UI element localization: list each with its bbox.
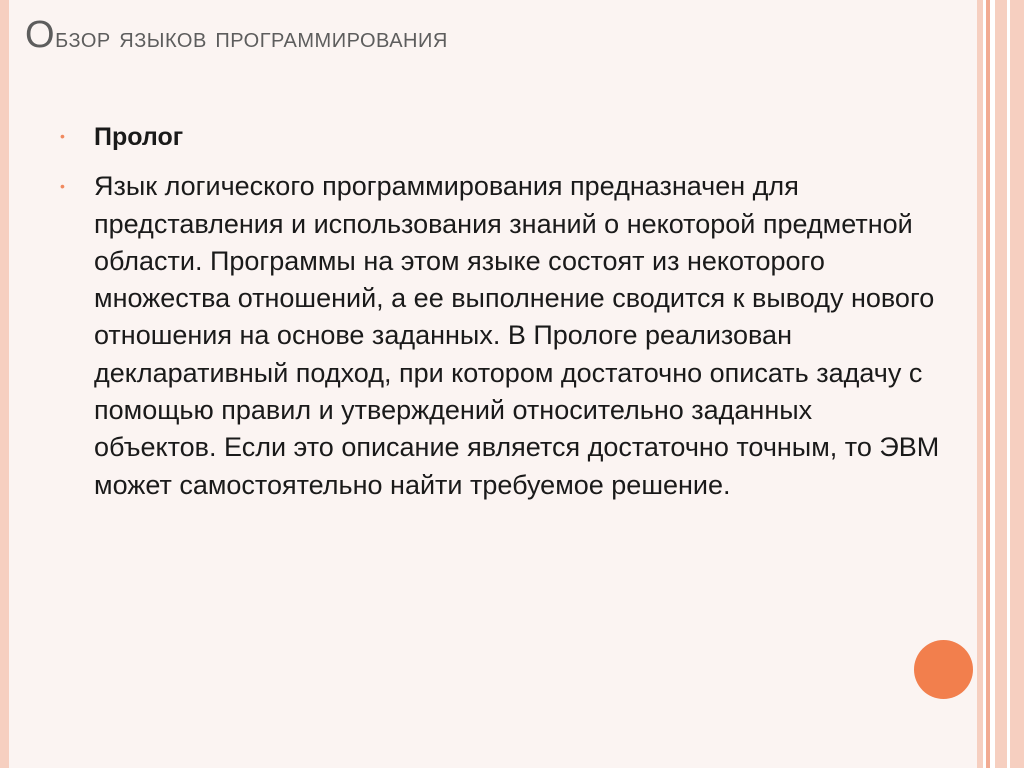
- left-border: [0, 0, 9, 768]
- bullet-list: [60, 118, 940, 516]
- bullet-item: [60, 118, 940, 156]
- slide-title: [25, 16, 448, 54]
- bullet-icon: •: [60, 178, 65, 195]
- bullet-paragraph: Язык логического программирования предназначен для представления и использования знаний о некоторой предметной области. Программы на этом языке состоят из некоторого множества отношений, а ее выполнение сводится к выводу нового отношения на основе заданных. В Прологе реализован декларативный подход, при котором достаточно описать задачу с помощью правил и утверждений относительно заданных объектов. Если это описание является достаточно точным, то ЭВМ может самостоятельно найти требуемое решение.: [94, 171, 940, 500]
- bullet-icon: •: [60, 128, 65, 144]
- slide-title-initial: О: [25, 14, 56, 56]
- right-border-stripe: [995, 0, 1007, 768]
- bullet-heading: Пролог: [94, 123, 184, 151]
- right-border-stripe: [1010, 0, 1024, 768]
- decorative-circle: [914, 640, 973, 699]
- bullet-item: [60, 168, 940, 504]
- slide-title-rest: бзор языков программирования: [55, 22, 448, 54]
